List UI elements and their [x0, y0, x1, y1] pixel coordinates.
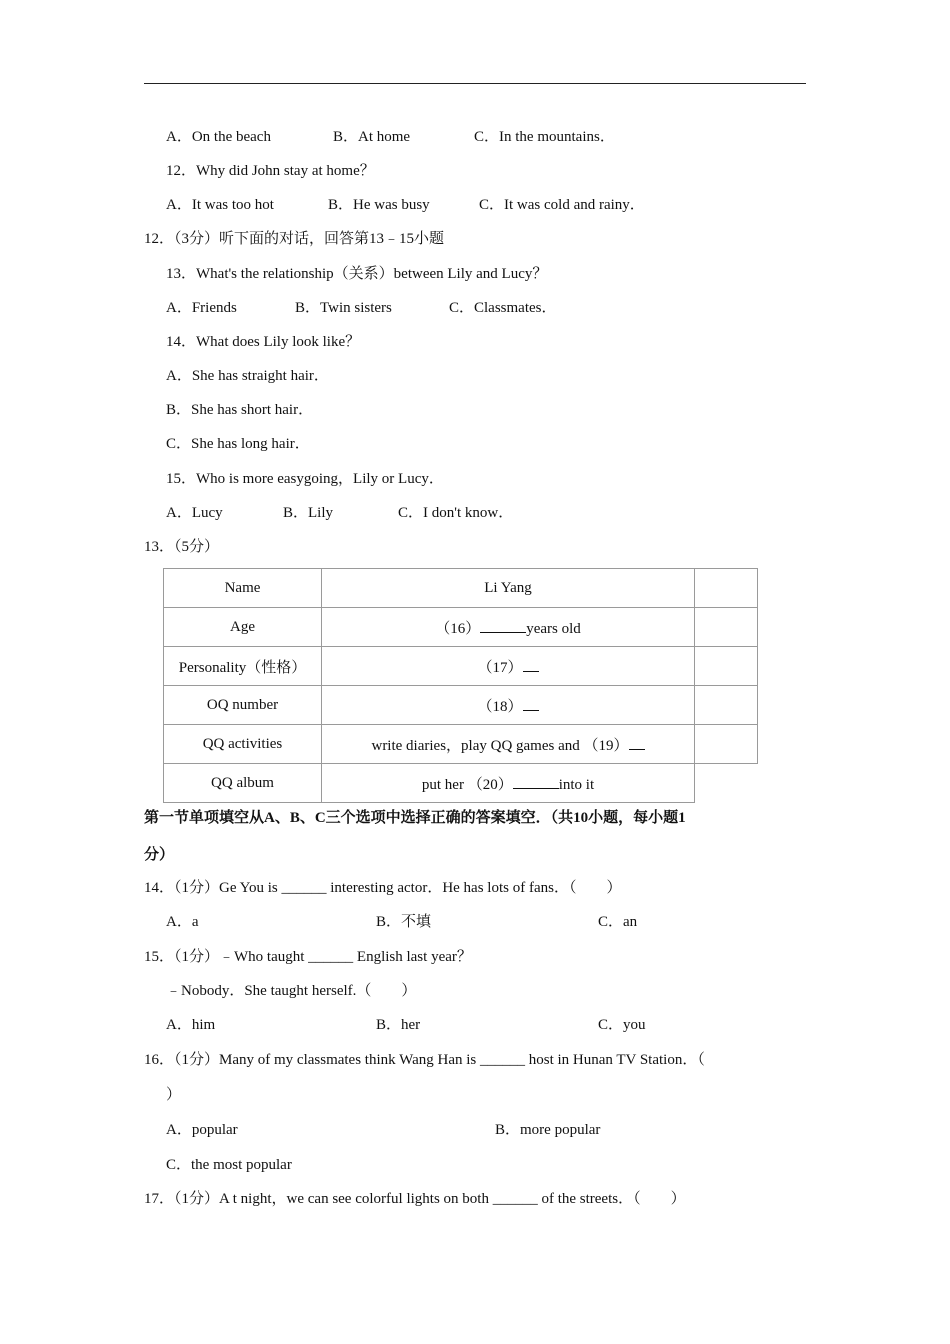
table-cell-value: [322, 725, 695, 764]
q16-mc-option-b: B．more popular: [495, 1122, 601, 1138]
cell-prefix: （17）: [477, 659, 523, 676]
table-row: [164, 764, 758, 803]
q16-mc-question-cont: ）: [166, 1087, 182, 1103]
q13-option-b: B．Twin sisters: [295, 300, 392, 316]
table-cell-value: [322, 647, 695, 686]
q15-mc-option-b: B．her: [376, 1017, 421, 1033]
q16-mc-option-a: A．popular: [166, 1122, 238, 1138]
table-cell-label: Personality（性格）: [164, 647, 322, 686]
q14-option-a: A．She has straight hair．: [166, 368, 329, 384]
answer-blank: [523, 696, 539, 711]
table-cell-value: [322, 686, 695, 725]
table-cell-label: QQ album: [164, 764, 322, 803]
q11-option-a: A．On the beach: [166, 129, 271, 145]
q12-option-a: A．It was too hot: [166, 197, 274, 213]
q15-mc-option-a: A．him: [166, 1017, 216, 1033]
q14-mc-option-c: C．an: [598, 914, 638, 930]
q12-option-b: B．He was busy: [328, 197, 430, 213]
header-rule: [144, 83, 806, 84]
info-table: [163, 568, 758, 803]
q17-mc-question: 17．（1分）A t night，we can see colorful lights on both ______ of the streets．（ ）: [144, 1191, 686, 1207]
q15-option-c: C．I don't know．: [398, 505, 514, 521]
q12-question: 12．Why did John stay at home？: [166, 163, 375, 179]
section-13-heading: 13．（5分）: [144, 539, 220, 555]
q15-option-a: A．Lucy: [166, 505, 223, 521]
table-cell-empty: [695, 764, 758, 803]
q15-mc-question: 15．（1分）﹣Who taught ______ English last year？: [144, 949, 472, 965]
cell-prefix: （18）: [477, 698, 523, 715]
table-row: [164, 647, 758, 686]
table-cell-value: [322, 764, 695, 803]
table-cell-value: Li Yang: [322, 569, 695, 608]
table-cell-empty: [695, 725, 758, 764]
q15-question: 15．Who is more easygoing，Lily or Lucy．: [166, 471, 444, 487]
answer-blank: [629, 735, 645, 750]
table-row: [164, 686, 758, 725]
cell-prefix: （16）: [435, 620, 481, 637]
part-heading: 第一节单项填空从A、B、C三个选项中选择正确的答案填空．（共10小题，每小题1: [144, 810, 686, 826]
table-cell-label: Age: [164, 608, 322, 647]
table-cell-value: [322, 608, 695, 647]
table-cell-empty: [695, 569, 758, 608]
q14-question: 14．What does Lily look like？: [166, 334, 361, 350]
cell-prefix: write diaries，play QQ games and （19）: [371, 737, 629, 754]
q13-option-a: A．Friends: [166, 300, 237, 316]
q13-option-c: C．Classmates．: [449, 300, 557, 316]
table-cell-label: OQ number: [164, 686, 322, 725]
part-heading-cont: 分）: [144, 847, 175, 863]
table-cell-empty: [695, 608, 758, 647]
cell-suffix: into it: [558, 776, 595, 793]
cell-suffix: years old: [526, 620, 581, 637]
q11-option-b: B．At home: [333, 129, 411, 145]
q16-mc-option-c: C．the most popular: [166, 1157, 292, 1173]
answer-blank: [513, 774, 559, 789]
q14-mc-option-b: B．不填: [376, 914, 432, 930]
q14-mc-question: 14．（1分）Ge You is ______ interesting actor．He has lots of fans．（ ）: [144, 880, 622, 896]
table-cell-label: Name: [164, 569, 322, 608]
q14-mc-option-a: A．a: [166, 914, 199, 930]
q14-option-c: C．She has long hair．: [166, 436, 310, 452]
table-row: [164, 569, 758, 608]
q13-question: 13．What's the relationship（关系）between Lily and Lucy？: [166, 266, 548, 282]
answer-blank: [523, 657, 539, 672]
section-12-heading: 12．（3分）听下面的对话，回答第13﹣15小题: [144, 231, 445, 247]
q14-option-b: B．She has short hair．: [166, 402, 314, 418]
table-row: [164, 725, 758, 764]
table-cell-label: QQ activities: [164, 725, 322, 764]
q15-mc-question-cont: ﹣Nobody．She taught herself.（ ）: [166, 983, 417, 999]
q12-option-c: C．It was cold and rainy．: [479, 197, 645, 213]
q15-option-b: B．Lily: [283, 505, 334, 521]
q11-option-c: C．In the mountains．: [474, 129, 615, 145]
table-cell-empty: [695, 686, 758, 725]
table-cell-empty: [695, 647, 758, 686]
cell-prefix: put her （20）: [421, 776, 513, 793]
answer-blank: [480, 618, 526, 633]
q16-mc-question: 16．（1分）Many of my classmates think Wang Han is ______ host in Hunan TV Station．（: [144, 1052, 705, 1068]
q15-mc-option-c: C．you: [598, 1017, 646, 1033]
table-row: [164, 608, 758, 647]
